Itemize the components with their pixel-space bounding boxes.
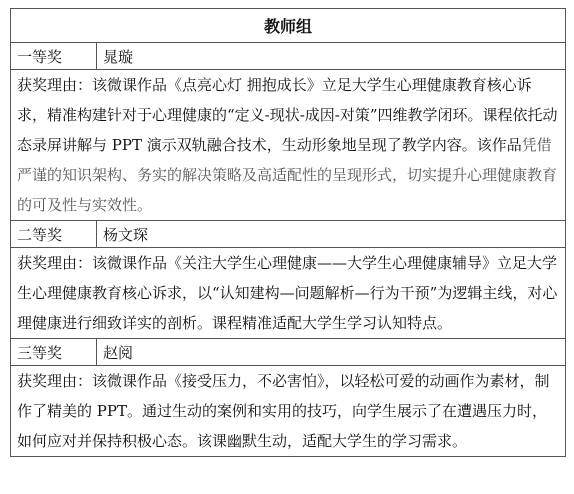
award-row-second — [11, 221, 566, 248]
award-level: 一等奖 — [11, 43, 97, 70]
award-reason — [11, 248, 566, 339]
award-level: 三等奖 — [11, 339, 97, 366]
award-row-third — [11, 339, 566, 366]
award-winner: 赵阅 — [97, 339, 566, 366]
award-level: 二等奖 — [11, 221, 97, 248]
award-reason-text: 获奖理由：该微课作品《接受压力，不必害怕》，以轻松可爱的动画作为素材，制作了精美的 PPT。通过生动的案例和实用的技巧，向学生展示了在遭遇压力时，如何应对并保持积极心态。该课幽默生动，适配大学生的学习需求。 — [17, 372, 550, 450]
reason-row-first — [11, 70, 566, 221]
award-reason-text: 获奖理由：该微课作品《点亮心灯 拥抱成长》立足大学生心理健康教育核心诉求，精准构建针对于心理健康的“定义-现状-成因-对策”四维教学闭环。课程依托动态录屏讲解与 PPT 演示双轨融合技术，生动形象地呈现了教学内容。该作品 — [17, 76, 558, 154]
award-winner: 杨文琛 — [97, 221, 566, 248]
award-winner: 晁璇 — [97, 43, 566, 70]
award-reason-text-faded: 凭借严谨的知识架构、务实的解决策略及高适配性的呈现形式，切实提升心理健康教育的可及性与实效性。 — [17, 136, 558, 214]
award-reason-text: 获奖理由：该微课作品《关注大学生心理健康——大学生心理健康辅导》立足大学生心理健康教育核心诉求，以“认知建构—问题解析—行为干预”为逻辑主线，对心理健康进行细致详实的剖析。课程精准适配大学生学习认知特点。 — [17, 254, 558, 332]
reason-row-third — [11, 366, 566, 457]
title-row — [11, 9, 566, 43]
award-row-first — [11, 43, 566, 70]
award-reason — [11, 70, 566, 221]
award-reason — [11, 366, 566, 457]
table-title: 教师组 — [11, 9, 566, 43]
reason-row-second — [11, 248, 566, 339]
awards-table — [10, 8, 566, 457]
